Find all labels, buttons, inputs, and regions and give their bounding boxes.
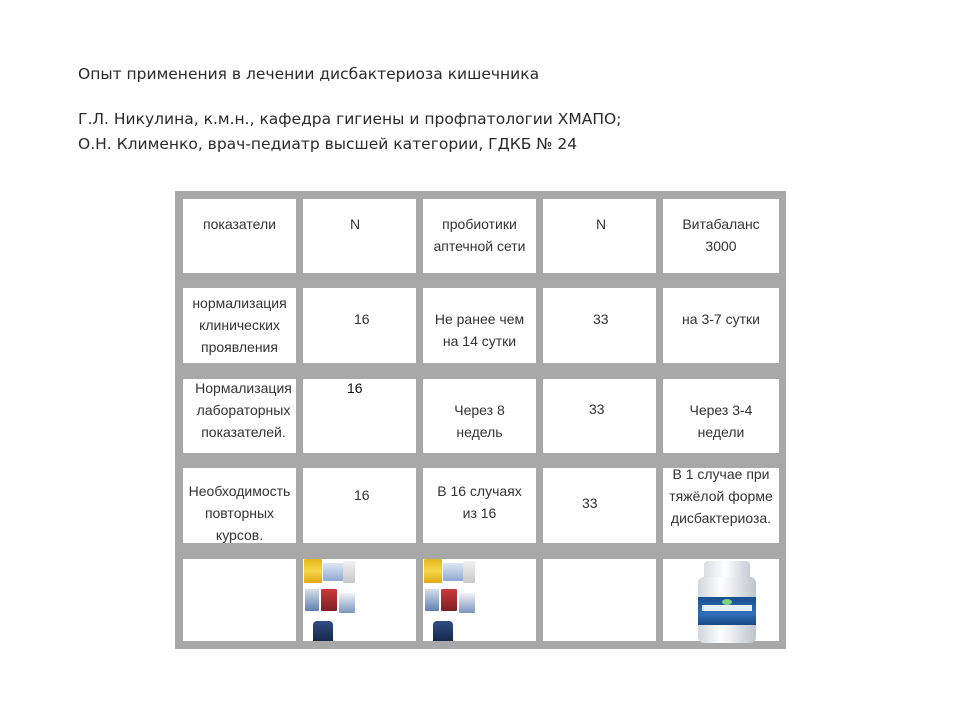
table-cell — [303, 379, 416, 453]
package-blue-icon — [323, 563, 343, 581]
table-header-cell — [183, 199, 296, 273]
row2-n-1: 16 — [347, 380, 363, 396]
table-header-cell — [303, 199, 416, 273]
probiotic-packages-image — [423, 559, 536, 641]
package-dark-icon — [313, 621, 333, 641]
row1-n-1: 16 — [354, 311, 370, 327]
table-cell — [183, 288, 296, 363]
table-cell — [423, 288, 536, 363]
package-yellow-icon — [424, 559, 442, 583]
row3-n-2: 33 — [582, 495, 598, 511]
row1-n-2: 33 — [593, 311, 609, 327]
table-cell — [303, 288, 416, 363]
probiotic-packages-image — [303, 559, 416, 641]
row2-probiotics: Через 8 недель — [454, 402, 505, 440]
table-cell — [183, 379, 296, 453]
row3-vitabalance: В 1 случае при тяжёлой форме дисбактериоза. — [669, 466, 773, 526]
table-cell — [423, 559, 536, 641]
row1-vitabalance: на 3-7 сутки — [682, 311, 760, 327]
author-line-1: Г.Л. Никулина, к.м.н., кафедра гигиены и профпатологии ХМАПО; — [78, 110, 622, 128]
row3-n-1: 16 — [354, 487, 370, 503]
row1-indicator: нормализация клинических проявления — [192, 295, 287, 355]
package-blue-icon — [305, 589, 319, 611]
table-cell — [543, 468, 656, 543]
package-yellow-icon — [304, 559, 322, 583]
table-cell — [663, 288, 779, 363]
table-cell — [423, 468, 536, 543]
package-dark-icon — [433, 621, 453, 641]
package-white-icon — [343, 561, 355, 583]
package-red-icon — [321, 589, 337, 611]
package-white-icon — [463, 561, 475, 583]
row2-n-2: 33 — [589, 401, 605, 417]
row3-probiotics: В 16 случаях из 16 — [437, 483, 522, 521]
table-cell — [663, 559, 779, 641]
table-cell — [543, 379, 656, 453]
package-blue-icon — [443, 563, 463, 581]
table-cell — [303, 468, 416, 543]
vitabalance-bottle-image — [698, 561, 756, 643]
header-n-1: N — [350, 216, 361, 232]
row2-vitabalance: Через 3-4 недели — [689, 402, 753, 440]
row2-indicator: Нормализация лабораторных показателей. — [195, 380, 292, 440]
table-header-cell — [543, 199, 656, 273]
table-cell-empty — [183, 559, 296, 641]
table-cell — [423, 379, 536, 453]
table-cell — [663, 379, 779, 453]
author-line-2: О.Н. Клименко, врач-педиатр высшей категории, ГДКБ № 24 — [78, 135, 578, 153]
table-cell — [183, 468, 296, 543]
table-cell-empty — [543, 559, 656, 641]
header-vitabalance: Витабаланс 3000 — [682, 216, 760, 254]
header-probiotics: пробиотики аптечной сети — [433, 216, 526, 254]
package-blue-icon — [459, 593, 475, 613]
table-cell — [663, 468, 779, 543]
package-blue-icon — [425, 589, 439, 611]
table-cell — [543, 288, 656, 363]
table-cell — [303, 559, 416, 641]
row1-probiotics: Не ранее чем на 14 сутки — [434, 311, 525, 349]
row3-indicator: Необходимость повторных курсов. — [188, 483, 291, 543]
slide-header — [78, 62, 898, 157]
slide-title: Опыт применения в лечении дисбактериоза кишечника — [78, 65, 540, 83]
table-header-cell — [423, 199, 536, 273]
table-header-cell — [663, 199, 779, 273]
package-blue-icon — [339, 593, 355, 613]
comparison-table — [175, 191, 786, 649]
header-n-2: N — [596, 216, 607, 232]
package-red-icon — [441, 589, 457, 611]
header-indicators: показатели — [203, 216, 276, 232]
